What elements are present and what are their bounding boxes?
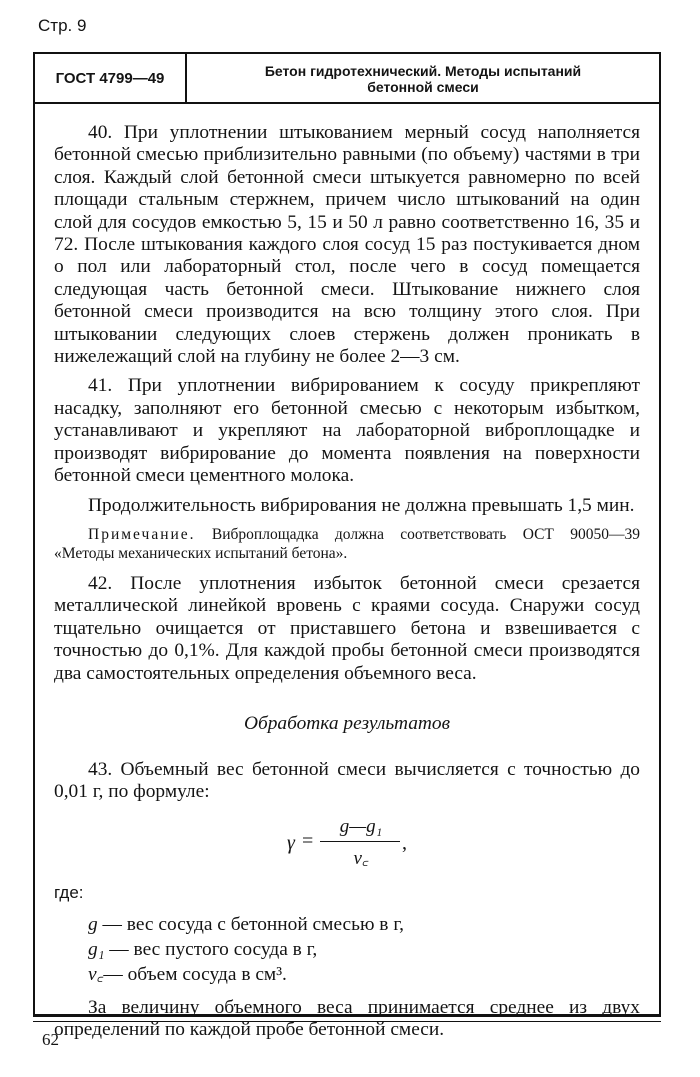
document-body [54,122,640,1049]
paragraph-42: 42. После уплотнения избыток бетонной смеси срезается металлической линейкой вровень с краями сосуда. Снаружи сосуд тщательно очищается от приставшего бетона и взвешивается с точностью до 0,1%. Для каждой пробы бетонной смеси производятся два самостоятельных определения объемного веса. [54,572,640,684]
formula-denominator: v꜀ [353,847,369,869]
section-title: Обработка результатов [243,712,451,734]
header-title-line-2: бетонной смеси [367,79,479,95]
definition-text: — вес сосуда с бетонной смесью в г, [97,913,404,935]
paragraph-41-duration: Продолжительность вибрирования не должна превышать 1,5 мин. [88,494,635,516]
paragraph-43: 43. Объемный вес бетонной смеси вычисляется с точностью до 0,01 г, по формуле: [54,758,640,803]
page-number-bottom: 62 [42,1030,59,1049]
note-label: Примечание. [88,525,196,543]
definition-symbol: g₁ [88,938,105,960]
formula-fraction-bar [320,841,400,842]
definition-symbol: v꜀ [88,963,104,985]
page-label-top: Стр. 9 [38,16,87,35]
where-label: где: [54,882,84,902]
note-text: Виброплощадка должна соответствовать ОСТ 90050—39 «Методы механических испытаний бетона». [54,525,640,562]
definition-vc [54,962,640,987]
paragraph-40: 40. При уплотнении штыкованием мерный сосуд наполняется бетонной смесью приблизительно равными (по объему) частями в три слоя. Каждый слой бетонной смеси штыкуется равномерно по всей площади стальным стержнем, причем число штыкований на один слой для сосудов емкостью 5, 15 и 50 л равно соответственно 16, 35 и 72. После штыкования каждого слоя сосуд 15 раз постукивается дном о пол или лабораторный стол, после чего в сосуд помещается следующая часть бетонной смеси. Штыкование нижнего слоя бетонной смеси производится на всю толщину этого слоя. При штыковании следующих слоев стержень должен проникать в нижележащий слой на глубину не более 2—3 см. [54,122,640,368]
formula-numerator: g—g₁ [339,815,383,837]
formula-comma: , [402,831,407,854]
formula-equals: = [302,829,314,852]
paragraph-final: За величину объемного веса принимается среднее из двух определений по каждой пробе бетонной смеси. [54,996,640,1041]
gost-number: ГОСТ 4799—49 [35,54,187,102]
definition-symbol: g [88,913,98,935]
paragraph-41: 41. При уплотнении вибрированием к сосуду прикрепляют насадку, заполняют его бетонной смесью с некоторым избытком, устанавливают и укрепляют на лабораторной виброплощадке и производят вибрирование до момента появления на поверхности бетонной смеси цементного молока. [54,375,640,487]
definition-g [54,912,640,937]
definition-text: — вес пустого сосуда в г, [104,938,318,960]
formula-lhs: γ [287,831,295,854]
note [54,525,640,563]
formula [54,814,640,878]
document-header [35,54,659,104]
header-title-line-1: Бетон гидротехнический. Методы испытаний [264,63,582,79]
header-title [187,54,659,102]
definition-g1 [54,937,640,962]
definition-text: — объем сосуда в см³. [103,963,287,985]
